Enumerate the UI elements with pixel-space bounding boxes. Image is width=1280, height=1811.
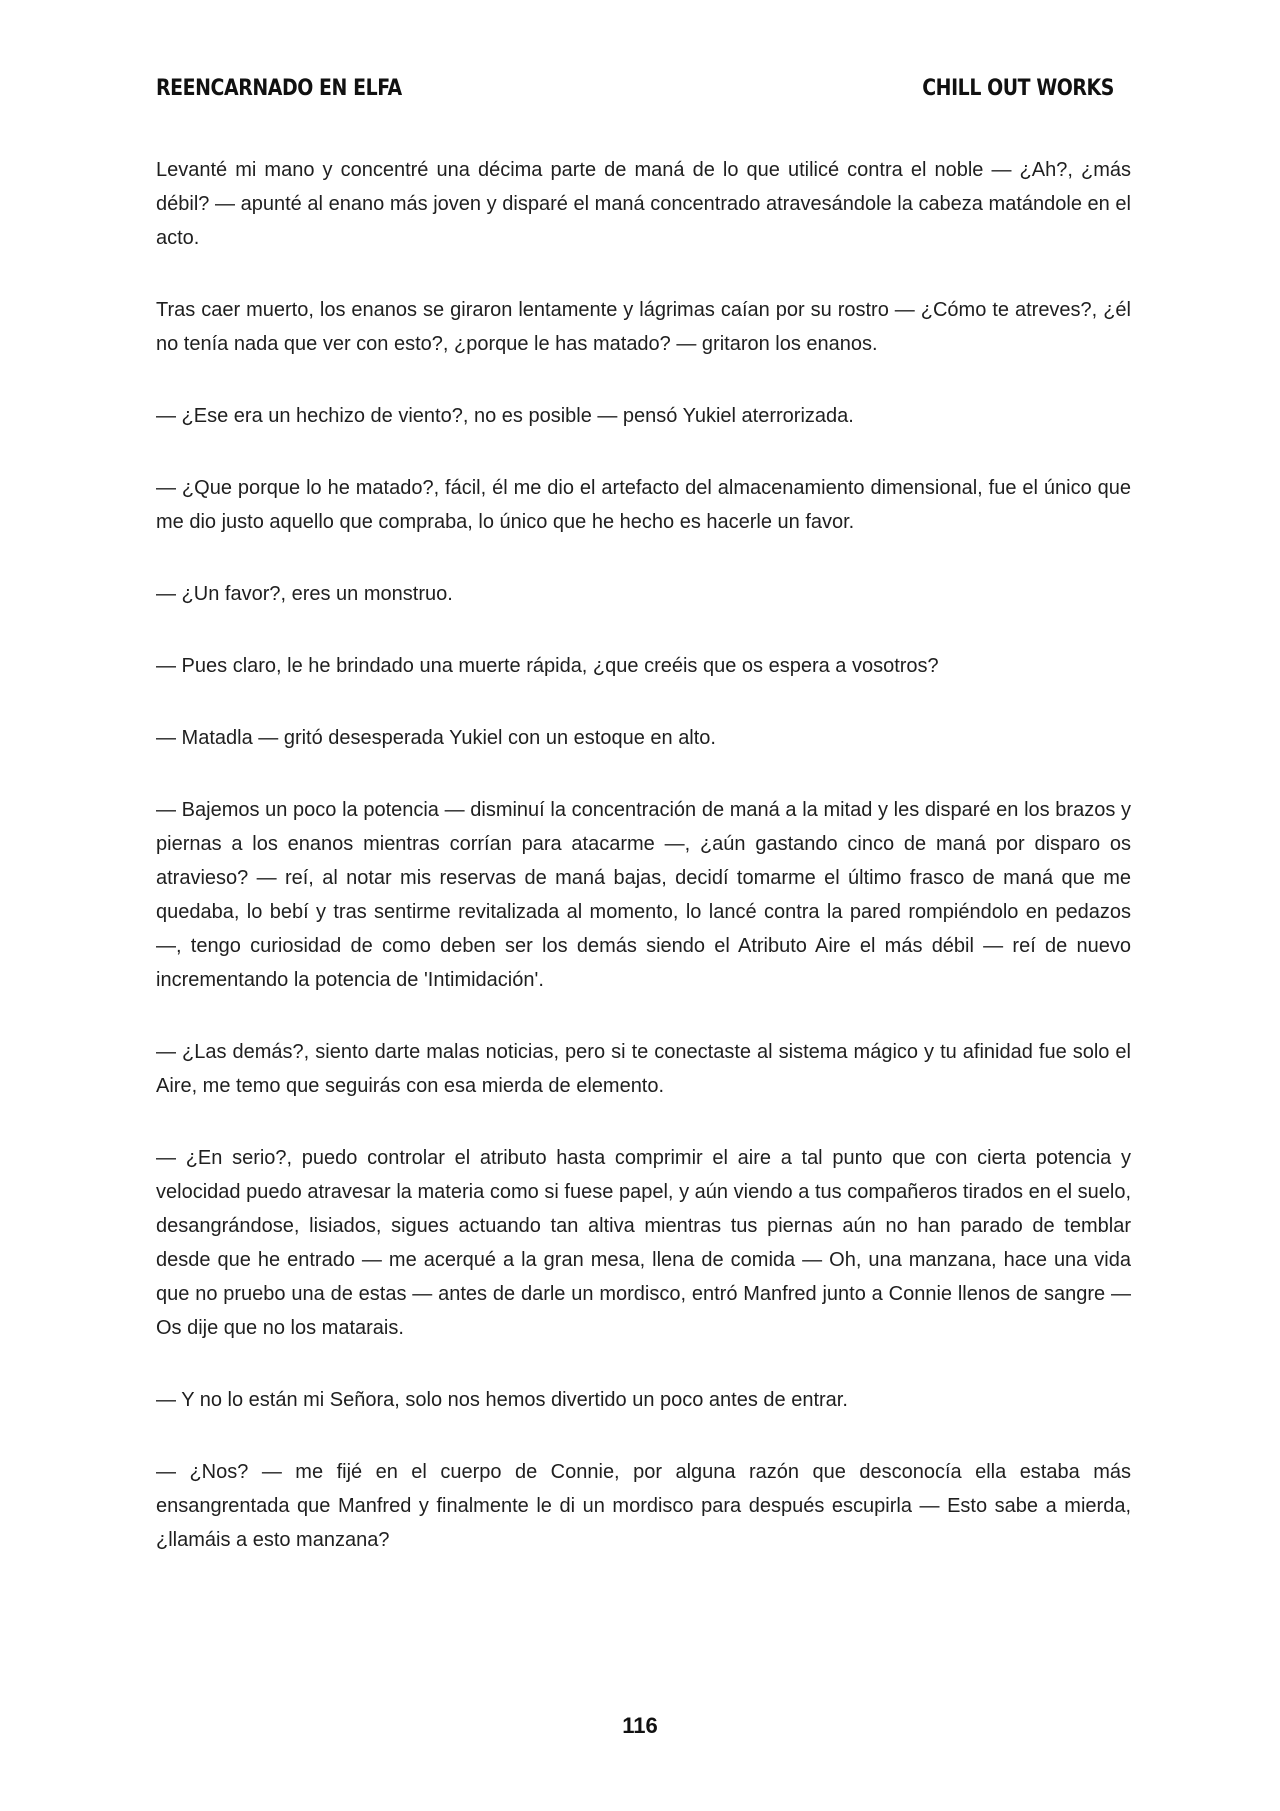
paragraph: — ¿En serio?, puedo controlar el atributo hasta comprimir el aire a tal punto que con cierta potencia y velocidad puedo atravesar la materia como si fuese papel, y aún viendo a tus compañeros tirados en el suelo, desangrándose, lisiados, sigues actuando tan altiva mientras tus piernas aún no han parado de temblar desde que he entrado — me acerqué a la gran mesa, llena de comida — Oh, una manzana, hace una vida que no pruebo una de estas — antes de darle un mordisco, entró Manfred junto a Connie llenos de sangre — Os dije que no los matarais.: [156, 1147, 1131, 1339]
page-header: [156, 76, 1114, 101]
paragraph: — Pues claro, le he brindado una muerte rápida, ¿que creéis que os espera a vosotros?: [156, 655, 939, 677]
paragraph: — ¿Un favor?, eres un monstruo.: [156, 583, 453, 605]
paragraph: — Matadla — gritó desesperada Yukiel con un estoque en alto.: [156, 727, 716, 749]
paragraph: — ¿Ese era un hechizo de viento?, no es posible — pensó Yukiel aterrorizada.: [156, 405, 854, 427]
paragraph: Tras caer muerto, los enanos se giraron lentamente y lágrimas caían por su rostro — ¿Cómo te atreves?, ¿él no tenía nada que ver con esto?, ¿porque le has matado? — gritaron los enanos.: [156, 299, 1131, 355]
page-number: 116: [622, 1713, 658, 1738]
paragraph: — ¿Que porque lo he matado?, fácil, él me dio el artefacto del almacenamiento dimensional, fue el único que me dio justo aquello que compraba, lo único que he hecho es hacerle un favor.: [156, 477, 1131, 533]
paragraph: — Bajemos un poco la potencia — disminuí la concentración de maná a la mitad y les disparé en los brazos y piernas a los enanos mientras corrían para atacarme —, ¿aún gastando cinco de maná por disparo os atravieso? — reí, al notar mis reservas de maná bajas, decidí tomarme el último frasco de maná que me quedaba, lo bebí y tras sentirme revitalizada al momento, lo lancé contra la pared rompiéndolo en pedazos —, tengo curiosidad de como deben ser los demás siendo el Atributo Aire el más débil — reí de nuevo incrementando la potencia de 'Intimidación'.: [156, 799, 1131, 991]
page-body: [156, 153, 1131, 1595]
paragraph: Levanté mi mano y concentré una décima parte de maná de lo que utilicé contra el noble — ¿Ah?, ¿más débil? — apunté al enano más joven y disparé el maná concentrado atravesándole la cabeza matándole en el acto.: [156, 159, 1131, 249]
paragraph: — ¿Las demás?, siento darte malas noticias, pero si te conectaste al sistema mágico y tu afinidad fue solo el Aire, me temo que seguirás con esa mierda de elemento.: [156, 1041, 1131, 1097]
paragraph: — ¿Nos? — me fijé en el cuerpo de Connie, por alguna razón que desconocía ella estaba más ensangrentada que Manfred y finalmente le di un mordisco para después escupirla — Esto sabe a mierda, ¿llamáis a esto manzana?: [156, 1461, 1131, 1551]
paragraph: — Y no lo están mi Señora, solo nos hemos divertido un poco antes de entrar.: [156, 1389, 848, 1411]
book-title: REENCARNADO EN ELFA: [156, 76, 402, 101]
publisher-name: CHILL OUT WORKS: [922, 76, 1114, 101]
